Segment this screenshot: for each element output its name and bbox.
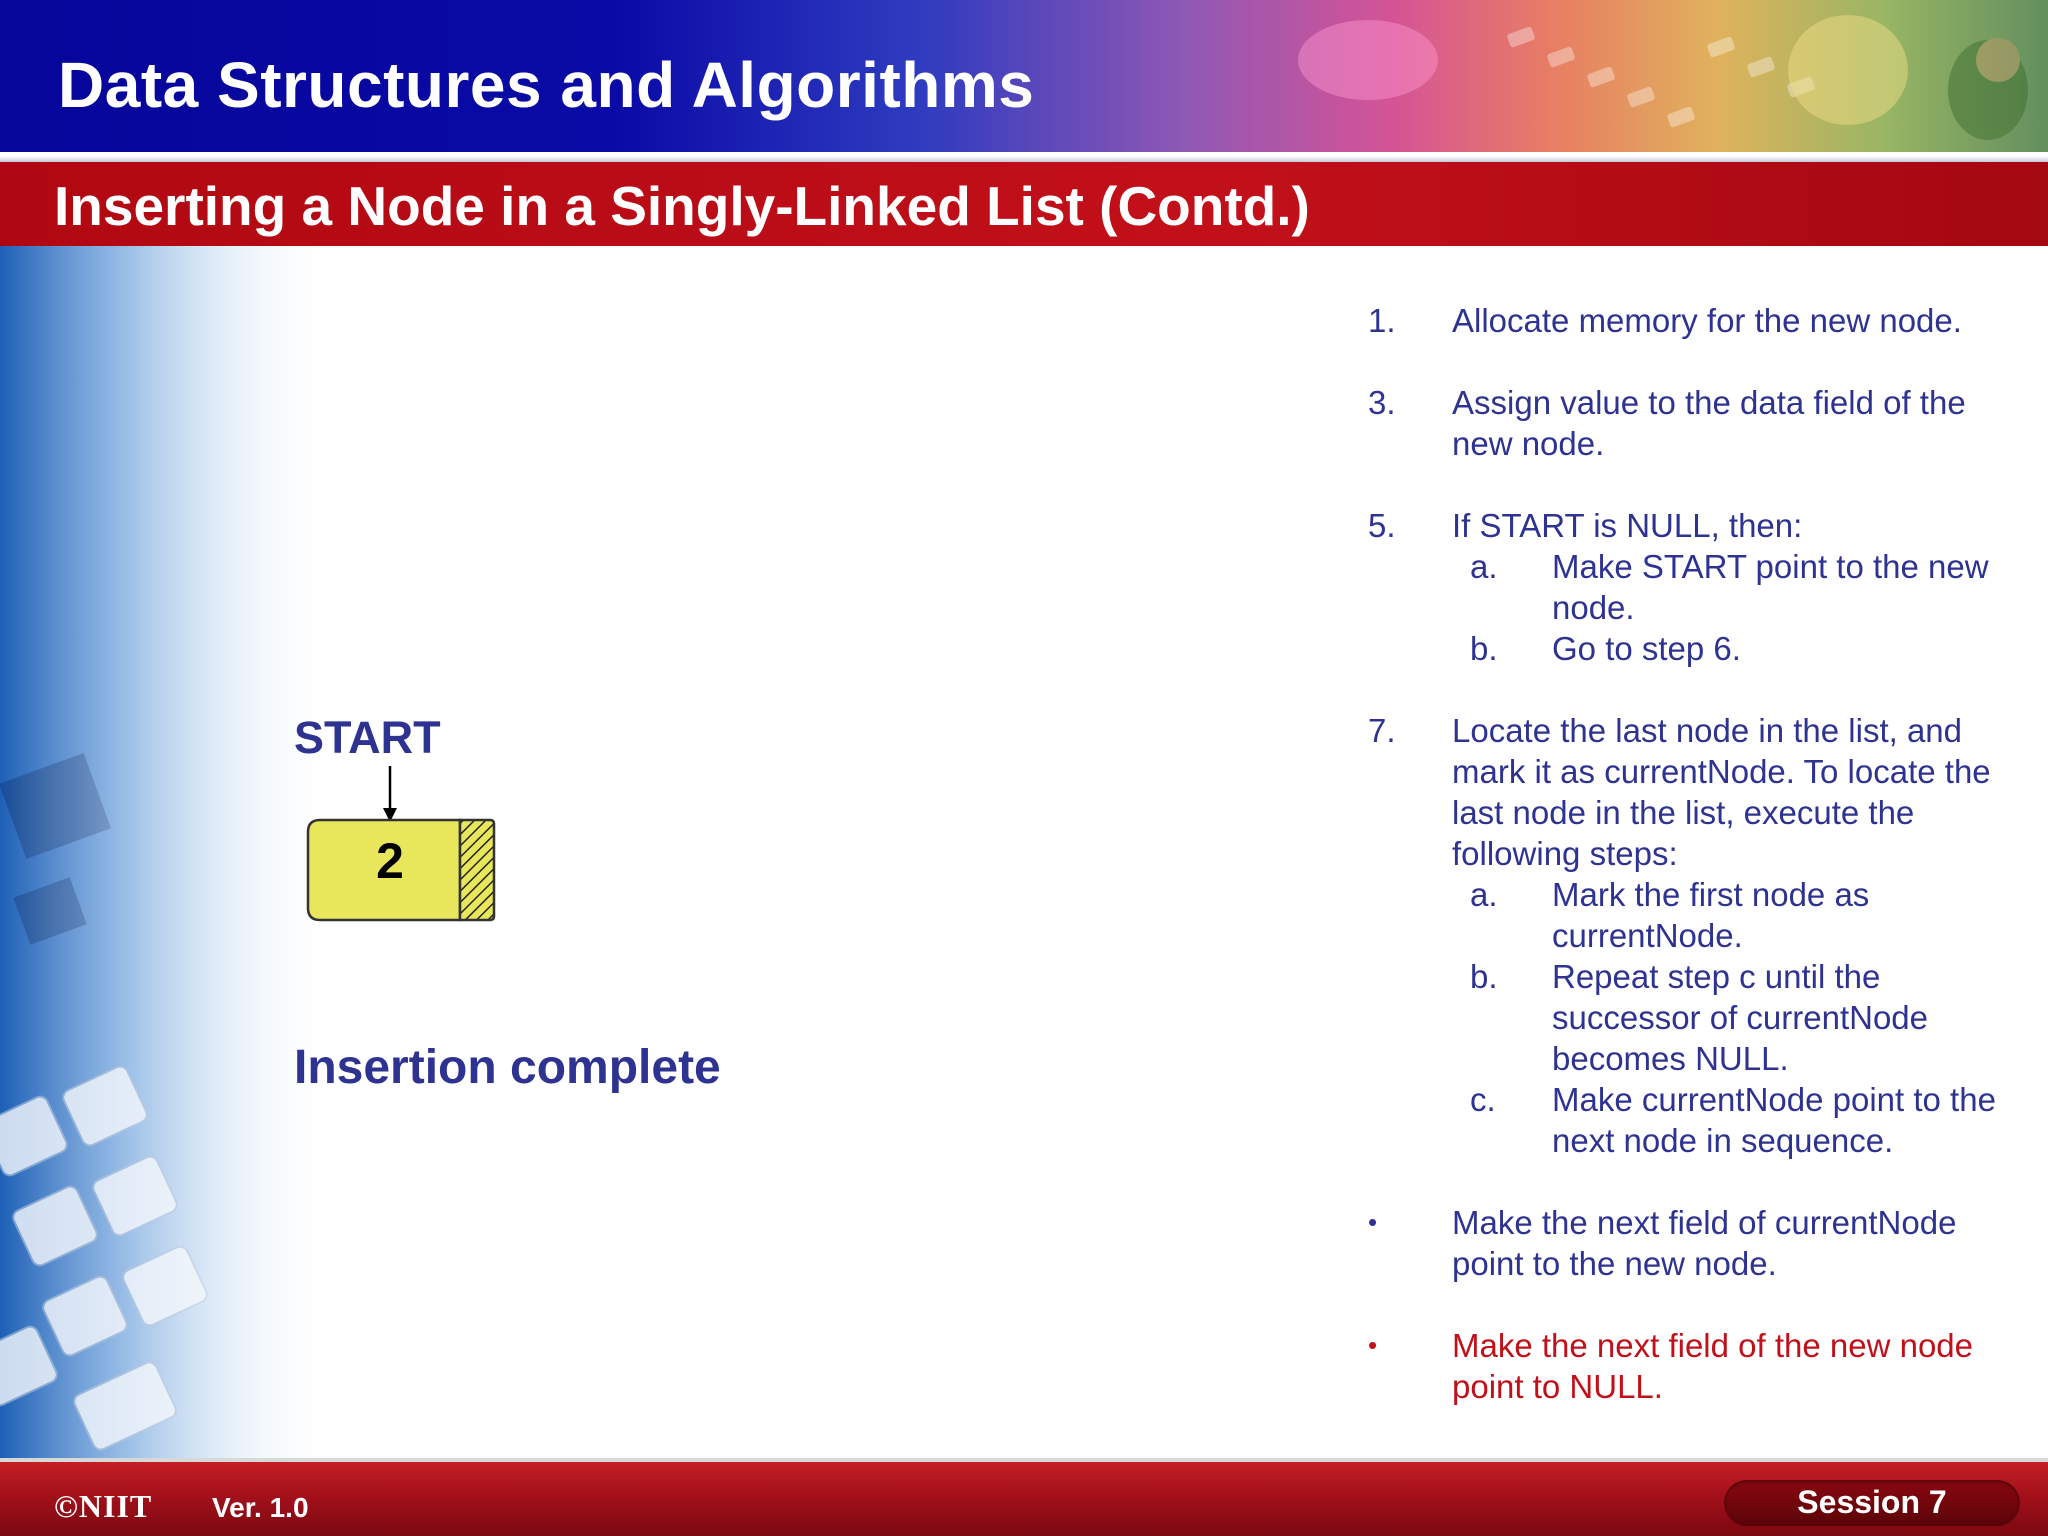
substep-text: Make START point to the new node.	[1552, 548, 1989, 626]
status-message: Insertion complete	[294, 1041, 721, 1094]
version-label: Ver. 1.0	[212, 1492, 309, 1523]
step-item	[1368, 300, 2008, 341]
step-number: 7.	[1368, 712, 1396, 749]
step-text: Locate the last node in the list, and mark it as currentNode. To locate the last node in the list, execute the following steps:	[1452, 712, 1991, 872]
slide-title: Inserting a Node in a Singly-Linked List (Contd.)	[54, 175, 1310, 237]
substep-item	[1368, 628, 2008, 669]
step-text: Make the next field of the new node point to NULL.	[1452, 1327, 1974, 1405]
start-pointer-label: START	[294, 712, 441, 763]
substep-item	[1368, 956, 2008, 1079]
step-item	[1368, 710, 2008, 1161]
algorithm-steps	[1368, 300, 2008, 1448]
step-number: 1.	[1368, 302, 1396, 339]
substep-item	[1368, 546, 2008, 628]
bullet-icon: •	[1368, 1207, 1378, 1237]
step-text: Assign value to the data field of the new node.	[1452, 384, 1966, 462]
substep-item	[1368, 874, 2008, 956]
bullet-icon: •	[1368, 1330, 1378, 1360]
step-number: 5.	[1368, 507, 1396, 544]
step-item	[1368, 505, 2008, 669]
header-collage-image	[948, 0, 2048, 152]
substep-text: Repeat step c until the successor of currentNode becomes NULL.	[1552, 958, 1929, 1077]
step-item-highlighted	[1368, 1325, 2008, 1407]
header-divider	[0, 152, 2048, 162]
keyboard-circuit-image	[0, 246, 340, 1462]
step-text: If START is NULL, then:	[1452, 507, 1803, 544]
substep-letter: b.	[1470, 958, 1498, 995]
substep-letter: a.	[1470, 876, 1498, 913]
step-text: Allocate memory for the new node.	[1452, 302, 1962, 339]
node-data-value: 2	[376, 833, 404, 889]
niit-logo: ©NIIT	[54, 1488, 153, 1524]
slide-title-bar	[0, 162, 2048, 246]
course-title: Data Structures and Algorithms	[58, 49, 1035, 121]
step-item	[1368, 1202, 2008, 1284]
substep-letter: c.	[1470, 1081, 1496, 1118]
step-item	[1368, 382, 2008, 464]
start-arrow-icon	[380, 766, 400, 822]
header-banner	[0, 0, 2048, 152]
substep-letter: b.	[1470, 630, 1498, 667]
session-label: Session 7	[1797, 1484, 1947, 1520]
substep-item	[1368, 1079, 2008, 1161]
step-number: 3.	[1368, 384, 1396, 421]
substep-text: Mark the first node as currentNode.	[1552, 876, 1870, 954]
substep-letter: a.	[1470, 548, 1498, 585]
substep-text: Go to step 6.	[1552, 630, 1741, 667]
step-text: Make the next field of currentNode point to the new node.	[1452, 1204, 1957, 1282]
substep-text: Make currentNode point to the next node in sequence.	[1552, 1081, 1996, 1159]
